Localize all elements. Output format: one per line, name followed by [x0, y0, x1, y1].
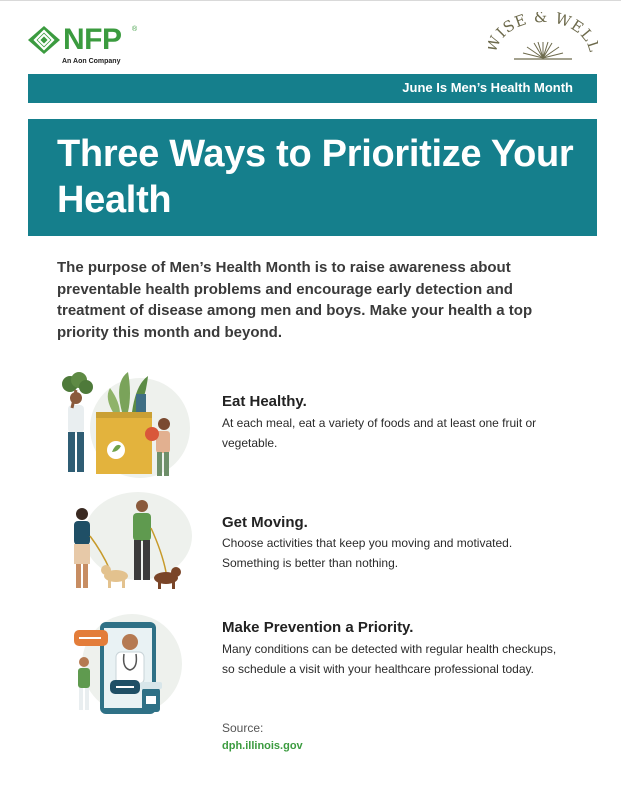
logo-tagline: An Aon Company — [62, 58, 121, 65]
source-label: Source: — [222, 721, 264, 735]
month-banner-text: June Is Men’s Health Month — [402, 80, 573, 95]
intro-paragraph: The purpose of Men’s Health Month is to raise awareness about preventable health problems and encourage early detection and treatment of disease among men and boys. Make your health a top priority this month and beyond. — [57, 259, 533, 341]
item-title-prevention: Make Prevention a Priority. — [222, 619, 414, 636]
item-title-get-moving: Get Moving. — [222, 514, 308, 531]
item-desc-get-moving: Choose activities that keep you moving and motivated. Something is better than nothing. — [222, 536, 513, 570]
item-desc-prevention: Many conditions can be detected with regular health checkups, so schedule a visit with your healthcare professional today. — [222, 642, 557, 676]
telehealth-doctor-icon — [70, 608, 182, 720]
grocery-bag-icon — [52, 372, 192, 482]
dog-walking-icon — [62, 492, 192, 592]
wise-well-text: ISE & WEL — [492, 12, 598, 46]
nfp-diamond-icon — [28, 26, 60, 54]
logo-brand: NFP — [63, 23, 122, 56]
logo-registered-mark: ® — [132, 26, 138, 33]
item-desc-eat-healthy: At each meal, eat a variety of foods and at least one fruit or vegetable. — [222, 416, 537, 450]
nfp-logo — [28, 23, 148, 68]
month-banner — [28, 74, 597, 103]
wise-well-logo — [488, 12, 598, 66]
item-title-eat-healthy: Eat Healthy. — [222, 393, 307, 410]
title-block — [28, 119, 597, 236]
page-title: Three Ways to Prioritize Your Health — [57, 133, 574, 221]
top-rule — [0, 0, 621, 1]
source-link[interactable]: dph.illinois.gov — [222, 740, 303, 752]
